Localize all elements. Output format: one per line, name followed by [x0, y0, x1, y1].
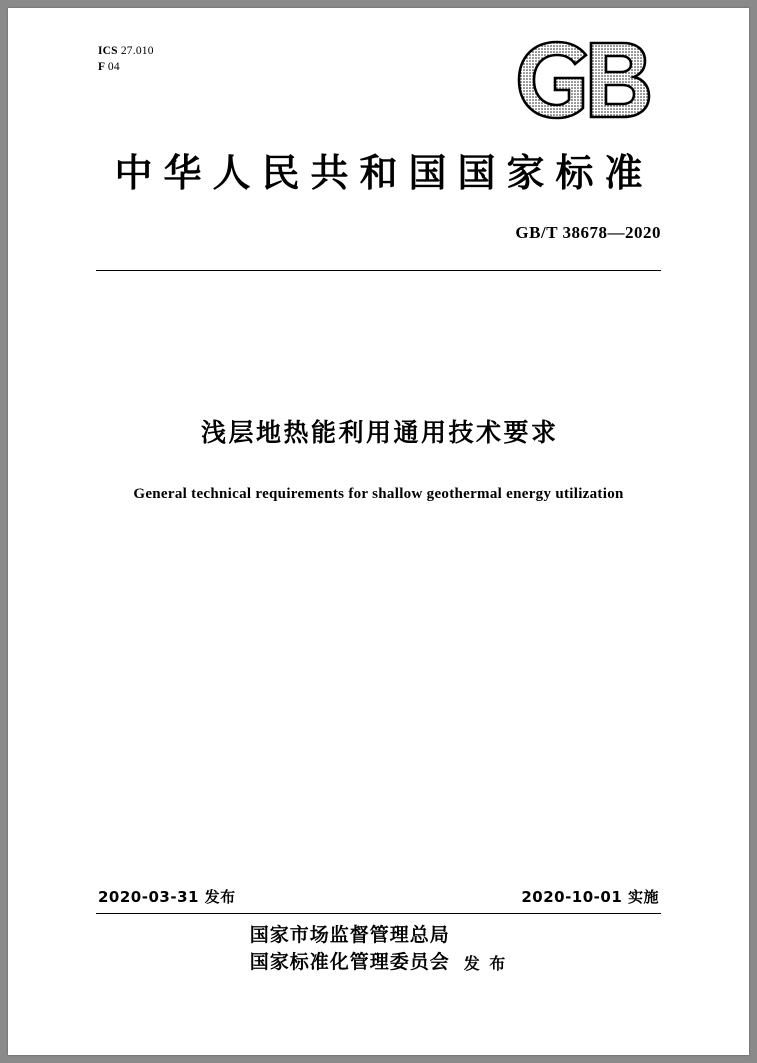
classification-label: F	[98, 60, 105, 73]
gb-logo-icon	[511, 36, 661, 124]
issue-verb: 发 布	[463, 954, 508, 973]
classification-line	[98, 60, 154, 76]
standard-number: GB/T 38678—2020	[515, 223, 661, 242]
authority-title: 中华人民共和国国家标准	[114, 151, 654, 195]
standard-cover-page	[8, 8, 749, 1055]
issuer-line-1: 国家市场监督管理总局	[249, 923, 450, 946]
ics-label: ICS	[98, 45, 118, 57]
classification-value: 04	[107, 60, 120, 73]
top-divider	[96, 270, 661, 271]
effective-date: 2020-10-01 实施	[521, 888, 659, 906]
issuer-block	[8, 922, 749, 977]
issuer-names	[250, 922, 450, 977]
ics-value: 27.010	[120, 45, 154, 57]
document-title-english: General technical requirements for shallow geothermal energy utilization	[133, 486, 624, 502]
ics-line	[98, 44, 154, 60]
issuer-line-2: 国家标准化管理委员会	[249, 951, 450, 974]
document-title-chinese: 浅层地热能利用通用技术要求	[200, 418, 559, 447]
ics-block	[98, 44, 154, 75]
bottom-divider	[96, 913, 661, 914]
issue-date: 2020-03-31 发布	[98, 888, 236, 906]
